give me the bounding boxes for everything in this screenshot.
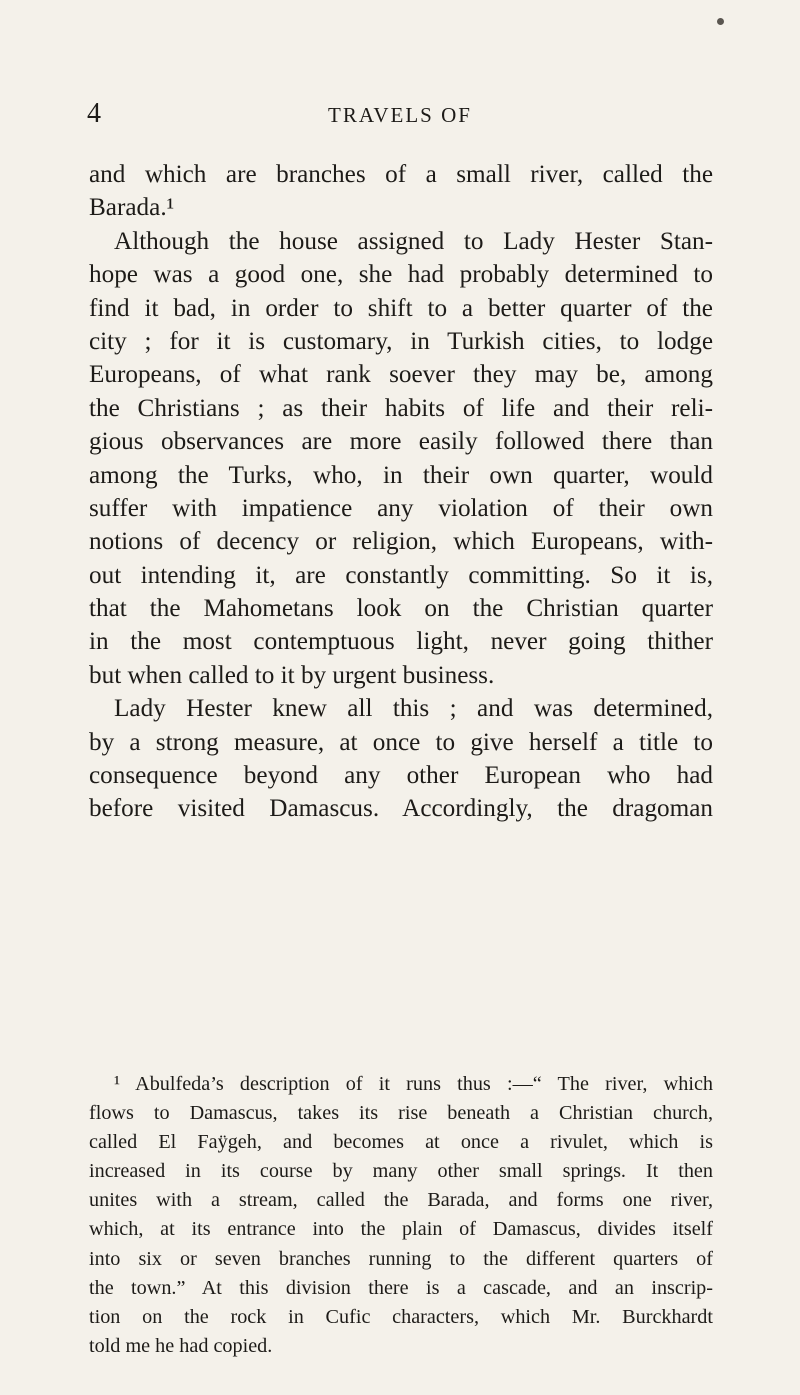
- body-line: by a strong measure, at once to give herself a title to: [89, 728, 713, 756]
- footnote-line: unites with a stream, called the Barada, and forms one river,: [89, 1189, 713, 1212]
- footnote-line: called El Faÿgeh, and becomes at once a rivulet, which is: [89, 1131, 713, 1154]
- body-line: out intending it, are constantly committing. So it is,: [89, 561, 713, 589]
- footnote-line: into six or seven branches running to the different quarters of: [89, 1247, 713, 1270]
- footnote-line: the town.” At this division there is a cascade, and an inscrip-: [89, 1276, 713, 1299]
- page-number: 4: [87, 98, 101, 129]
- body-line: Europeans, of what rank soever they may be, among: [89, 361, 713, 389]
- body-line: that the Mahometans look on the Christian quarter: [89, 595, 713, 623]
- body-line: find it bad, in order to shift to a better quarter of the: [89, 294, 713, 322]
- body-line: hope was a good one, she had probably determined to: [89, 261, 713, 289]
- footnote-line: increased in its course by many other small springs. It then: [89, 1160, 713, 1183]
- body-line: before visited Damascus. Accordingly, the dragoman: [89, 795, 713, 823]
- body-line: suffer with impatience any violation of their own: [89, 494, 713, 522]
- ink-spot: [717, 18, 724, 25]
- body-line: Barada.¹: [89, 194, 175, 222]
- body-line: consequence beyond any other European who had: [89, 762, 713, 790]
- page-header: [0, 94, 800, 134]
- body-line: Lady Hester knew all this ; and was determined,: [114, 695, 713, 723]
- body-line: Although the house assigned to Lady Hester Stan-: [114, 227, 713, 255]
- footnote: [89, 1070, 713, 1361]
- body-line: the Christians ; as their habits of life and their reli-: [89, 394, 713, 422]
- body-line: in the most contemptuous light, never going thither: [89, 628, 713, 656]
- body-line: gious observances are more easily followed there than: [89, 428, 713, 456]
- body-line: among the Turks, who, in their own quarter, would: [89, 461, 713, 489]
- body-text: [89, 158, 713, 826]
- footnote-line: tion on the rock in Cufic characters, which Mr. Burckhardt: [89, 1305, 713, 1328]
- body-line: notions of decency or religion, which Europeans, with-: [89, 528, 713, 556]
- footnote-line: flows to Damascus, takes its rise beneath a Christian church,: [89, 1102, 713, 1125]
- body-line: but when called to it by urgent business.: [89, 661, 495, 689]
- footnote-line: which, at its entrance into the plain of Damascus, divides itself: [89, 1218, 713, 1241]
- running-head: TRAVELS OF: [328, 103, 472, 127]
- body-line: city ; for it is customary, in Turkish cities, to lodge: [89, 327, 713, 355]
- footnote-line: ¹ Abulfeda’s description of it runs thus :—“ The river, which: [114, 1073, 713, 1095]
- body-line: and which are branches of a small river, called the: [89, 161, 713, 188]
- footnote-line: told me he had copied.: [89, 1334, 273, 1357]
